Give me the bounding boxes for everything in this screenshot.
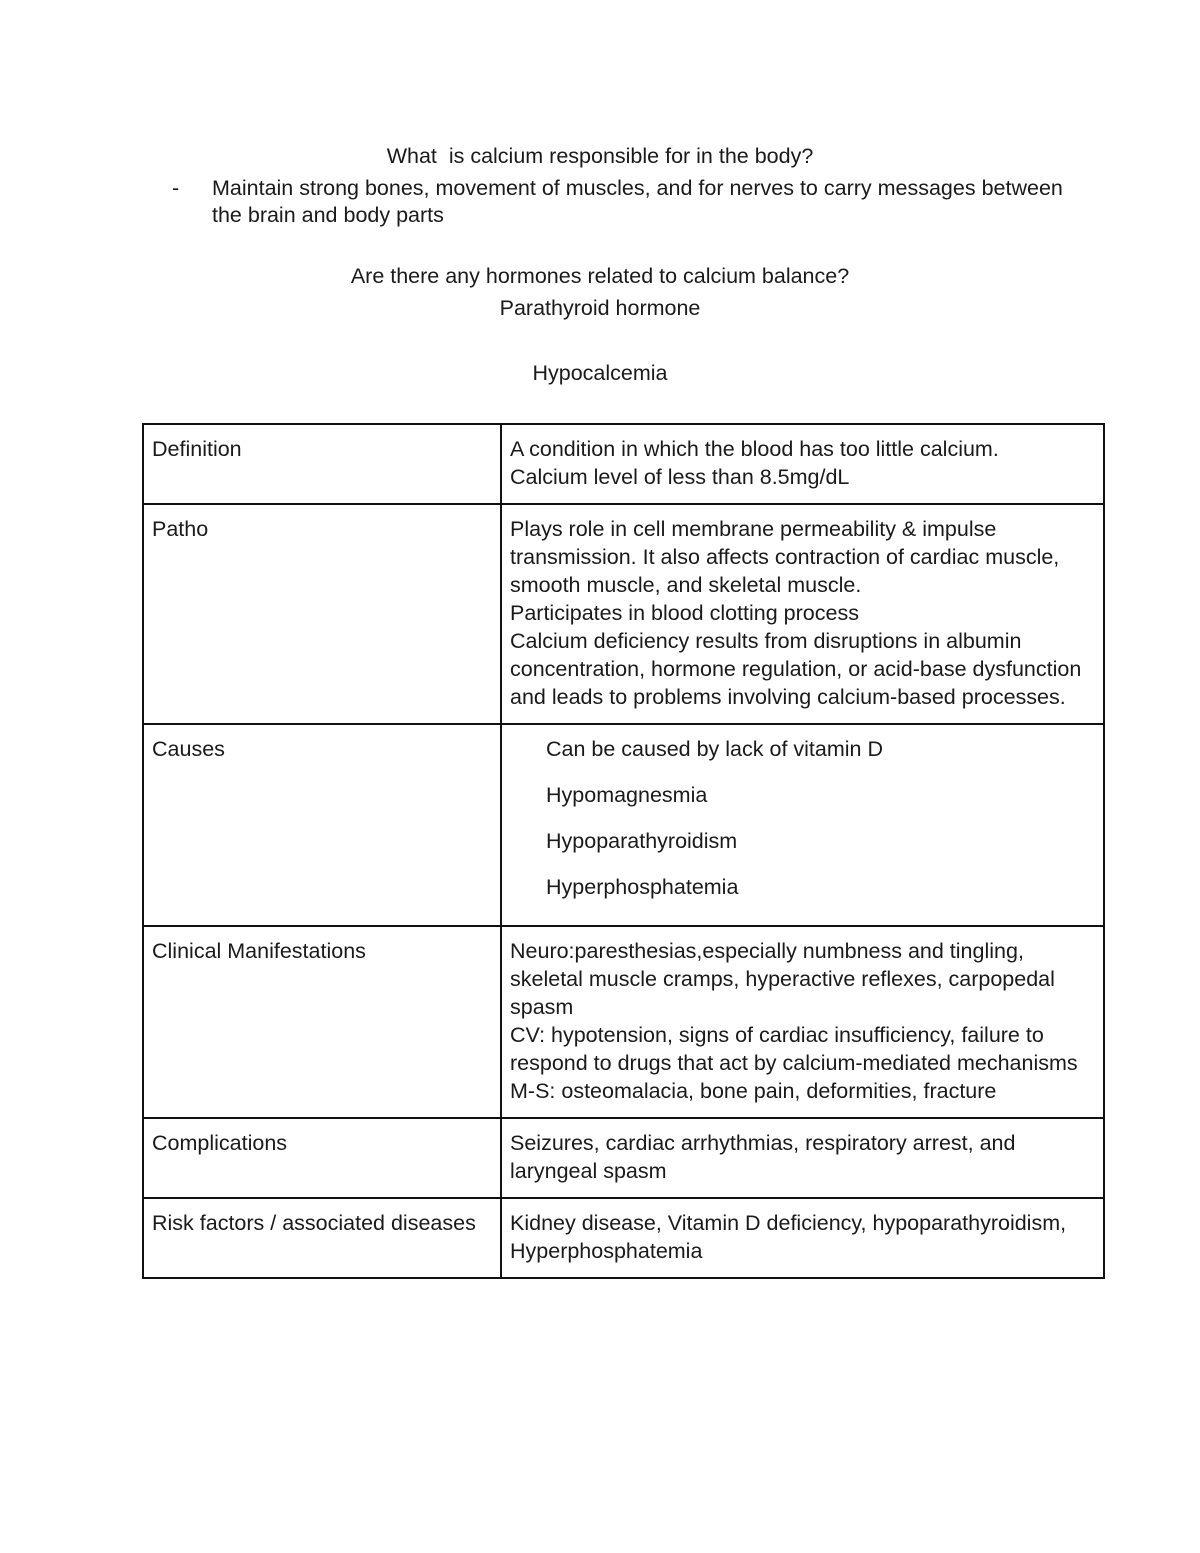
clinical-line: CV: hypotension, signs of cardiac insufficiency, failure to respond to drugs that act by calcium-mediated mechanisms	[510, 1023, 1078, 1075]
row-label-risk: Risk factors / associated diseases	[143, 1198, 501, 1278]
hypocalcemia-table	[142, 423, 1105, 1279]
question-hormones: Are there any hormones related to calcium balance?	[350, 264, 850, 288]
row-label-patho: Patho	[143, 504, 501, 724]
complications-line: Seizures, cardiac arrhythmias, respiratory arrest, and laryngeal spasm	[510, 1131, 1016, 1183]
row-value-causes	[501, 724, 1104, 926]
row-value-clinical	[501, 926, 1104, 1118]
question-calcium-role: What is calcium responsible for in the body?	[386, 144, 814, 168]
table-row	[143, 926, 1104, 1118]
answer-hormones: Parathyroid hormone	[499, 296, 701, 320]
table-row	[143, 504, 1104, 724]
table-row	[143, 724, 1104, 926]
clinical-line: Neuro:paresthesias,especially numbness and tingling, skeletal muscle cramps, hyperactive reflexes, carpopedal spasm	[510, 939, 1055, 1019]
row-label-complications: Complications	[143, 1118, 501, 1198]
section-heading: Hypocalcemia	[532, 361, 668, 385]
row-label-causes: Causes	[143, 724, 501, 926]
patho-line: Plays role in cell membrane permeability & impulse transmission. It also affects contraction of cardiac muscle, smooth muscle, and skeletal muscle.	[510, 517, 1060, 597]
patho-line: Calcium deficiency results from disruptions in albumin concentration, hormone regulation, or acid-base dysfunction and leads to problems involving calcium-based processes.	[510, 629, 1082, 709]
list-item: Hyperphosphatemia	[546, 875, 739, 899]
definition-line: A condition in which the blood has too little calcium.	[510, 437, 999, 461]
table-row	[143, 1118, 1104, 1198]
definition-line: Calcium level of less than 8.5mg/dL	[510, 465, 850, 489]
list-item: Hypoparathyroidism	[546, 829, 738, 853]
list-item: Hypomagnesmia	[546, 783, 708, 807]
answer-calcium-role	[172, 175, 1072, 229]
row-value-patho	[501, 504, 1104, 724]
row-value-complications	[501, 1118, 1104, 1198]
causes-list	[510, 735, 1095, 901]
patho-line: Participates in blood clotting process	[510, 601, 859, 625]
row-label-definition: Definition	[143, 424, 501, 504]
answer-calcium-role-text: Maintain strong bones, movement of muscles, and for nerves to carry messages between the brain and body parts	[212, 176, 1063, 227]
row-label-clinical: Clinical Manifestations	[143, 926, 501, 1118]
dash-bullet: -	[172, 176, 180, 200]
row-value-definition	[501, 424, 1104, 504]
risk-line: Kidney disease, Vitamin D deficiency, hypoparathyroidism, Hyperphosphatemia	[510, 1211, 1067, 1263]
table-row	[143, 1198, 1104, 1278]
row-value-risk	[501, 1198, 1104, 1278]
clinical-line: M-S: osteomalacia, bone pain, deformities, fracture	[510, 1079, 997, 1103]
table-row	[143, 424, 1104, 504]
list-item: Can be caused by lack of vitamin D	[546, 737, 883, 761]
